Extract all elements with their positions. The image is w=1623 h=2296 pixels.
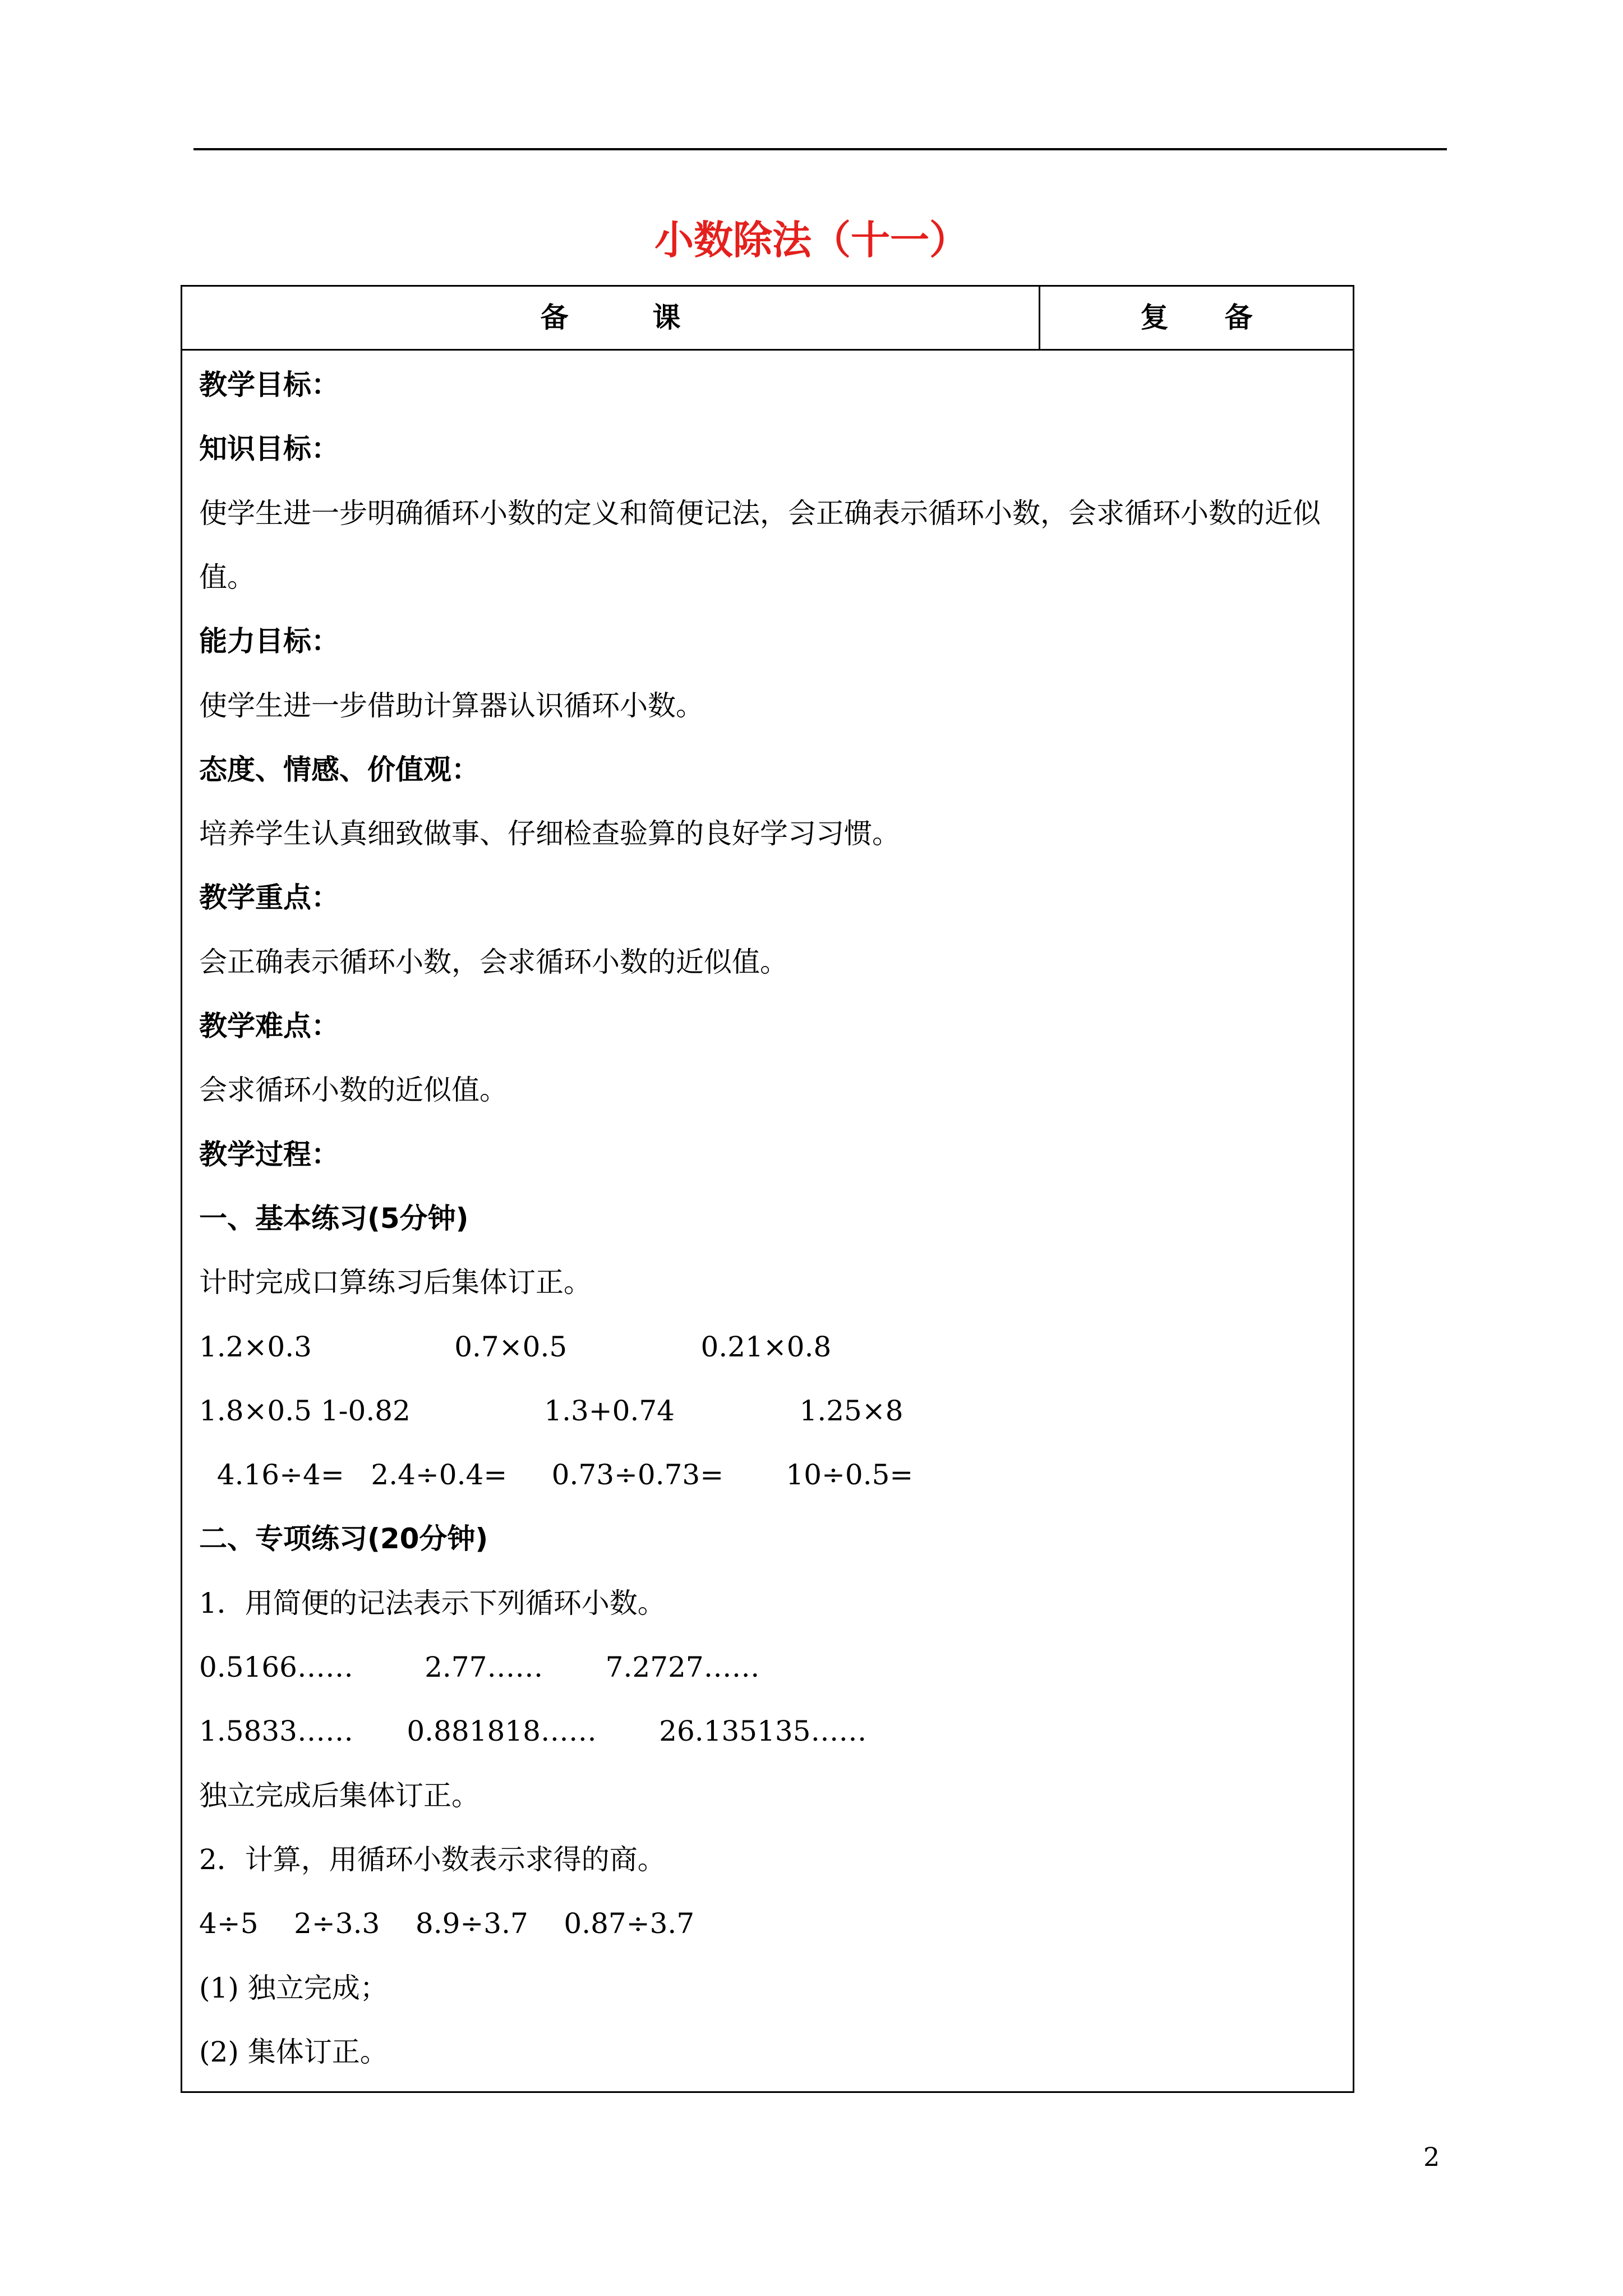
text-line: 1.5833…… 0.881818…… 26.135135…… (199, 1715, 867, 1748)
page-title: 小数除法（十一） (654, 217, 969, 263)
text-line: 0.5166…… 2.77…… 7.2727…… (199, 1651, 760, 1683)
page-number: 2 (1423, 2142, 1440, 2172)
text-line: 会求循环小数的近似值。 (199, 1074, 508, 1107)
header-review-prep: 复 备 (1140, 301, 1253, 334)
text-line: (2) 集体订正。 (199, 2035, 388, 2068)
text-line: 1．用简便的记法表示下列循环小数。 (199, 1586, 666, 1619)
text-line: 独立完成后集体订正。 (199, 1779, 479, 1812)
text-line: 计时完成口算练习后集体订正。 (199, 1266, 592, 1299)
section-heading: 知识目标： (199, 432, 339, 466)
section-heading: 教学难点： (199, 1010, 339, 1042)
text-line: 会正确表示循环小数，会求循环小数的近似值。 (199, 945, 788, 978)
section-heading: 能力目标： (199, 625, 339, 658)
text-line: 使学生进一步借助计算器认识循环小数。 (199, 689, 704, 722)
lesson-table (181, 285, 1354, 2093)
text-line: 4÷5 2÷3.3 8.9÷3.7 0.87÷3.7 (199, 1907, 695, 1940)
header-lesson-prep: 备 课 (182, 287, 1040, 349)
section-heading: 教学重点： (199, 881, 339, 914)
text-line: 值。 (199, 560, 255, 593)
section-heading: 一、基本练习(5分钟) (199, 1202, 469, 1235)
table-header-row (182, 287, 1353, 351)
section-heading: 二、专项练习(20分钟) (199, 1522, 488, 1556)
text-line: 培养学生认真细致做事、仔细检查验算的良好学习习惯。 (199, 817, 900, 850)
section-heading: 教学过程： (199, 1138, 339, 1171)
section-heading: 态度、情感、价值观： (199, 753, 479, 786)
text-line: 2．计算，用循环小数表示求得的商。 (199, 1843, 666, 1876)
section-heading: 教学目标： (199, 369, 339, 401)
text-line: 1.8×0.5 1-0.82 1.3+0.74 1.25×8 (199, 1394, 903, 1427)
text-line: (1) 独立完成； (199, 1971, 388, 2004)
text-line: 1.2×0.3 0.7×0.5 0.21×0.8 (199, 1330, 832, 1363)
header-rule (193, 148, 1447, 150)
text-line: 4.16÷4= 2.4÷0.4= 0.73÷0.73= 10÷0.5= (199, 1458, 914, 1492)
text-line: 使学生进一步明确循环小数的定义和简便记法，会正确表示循环小数，会求循环小数的近似 (199, 496, 1321, 530)
